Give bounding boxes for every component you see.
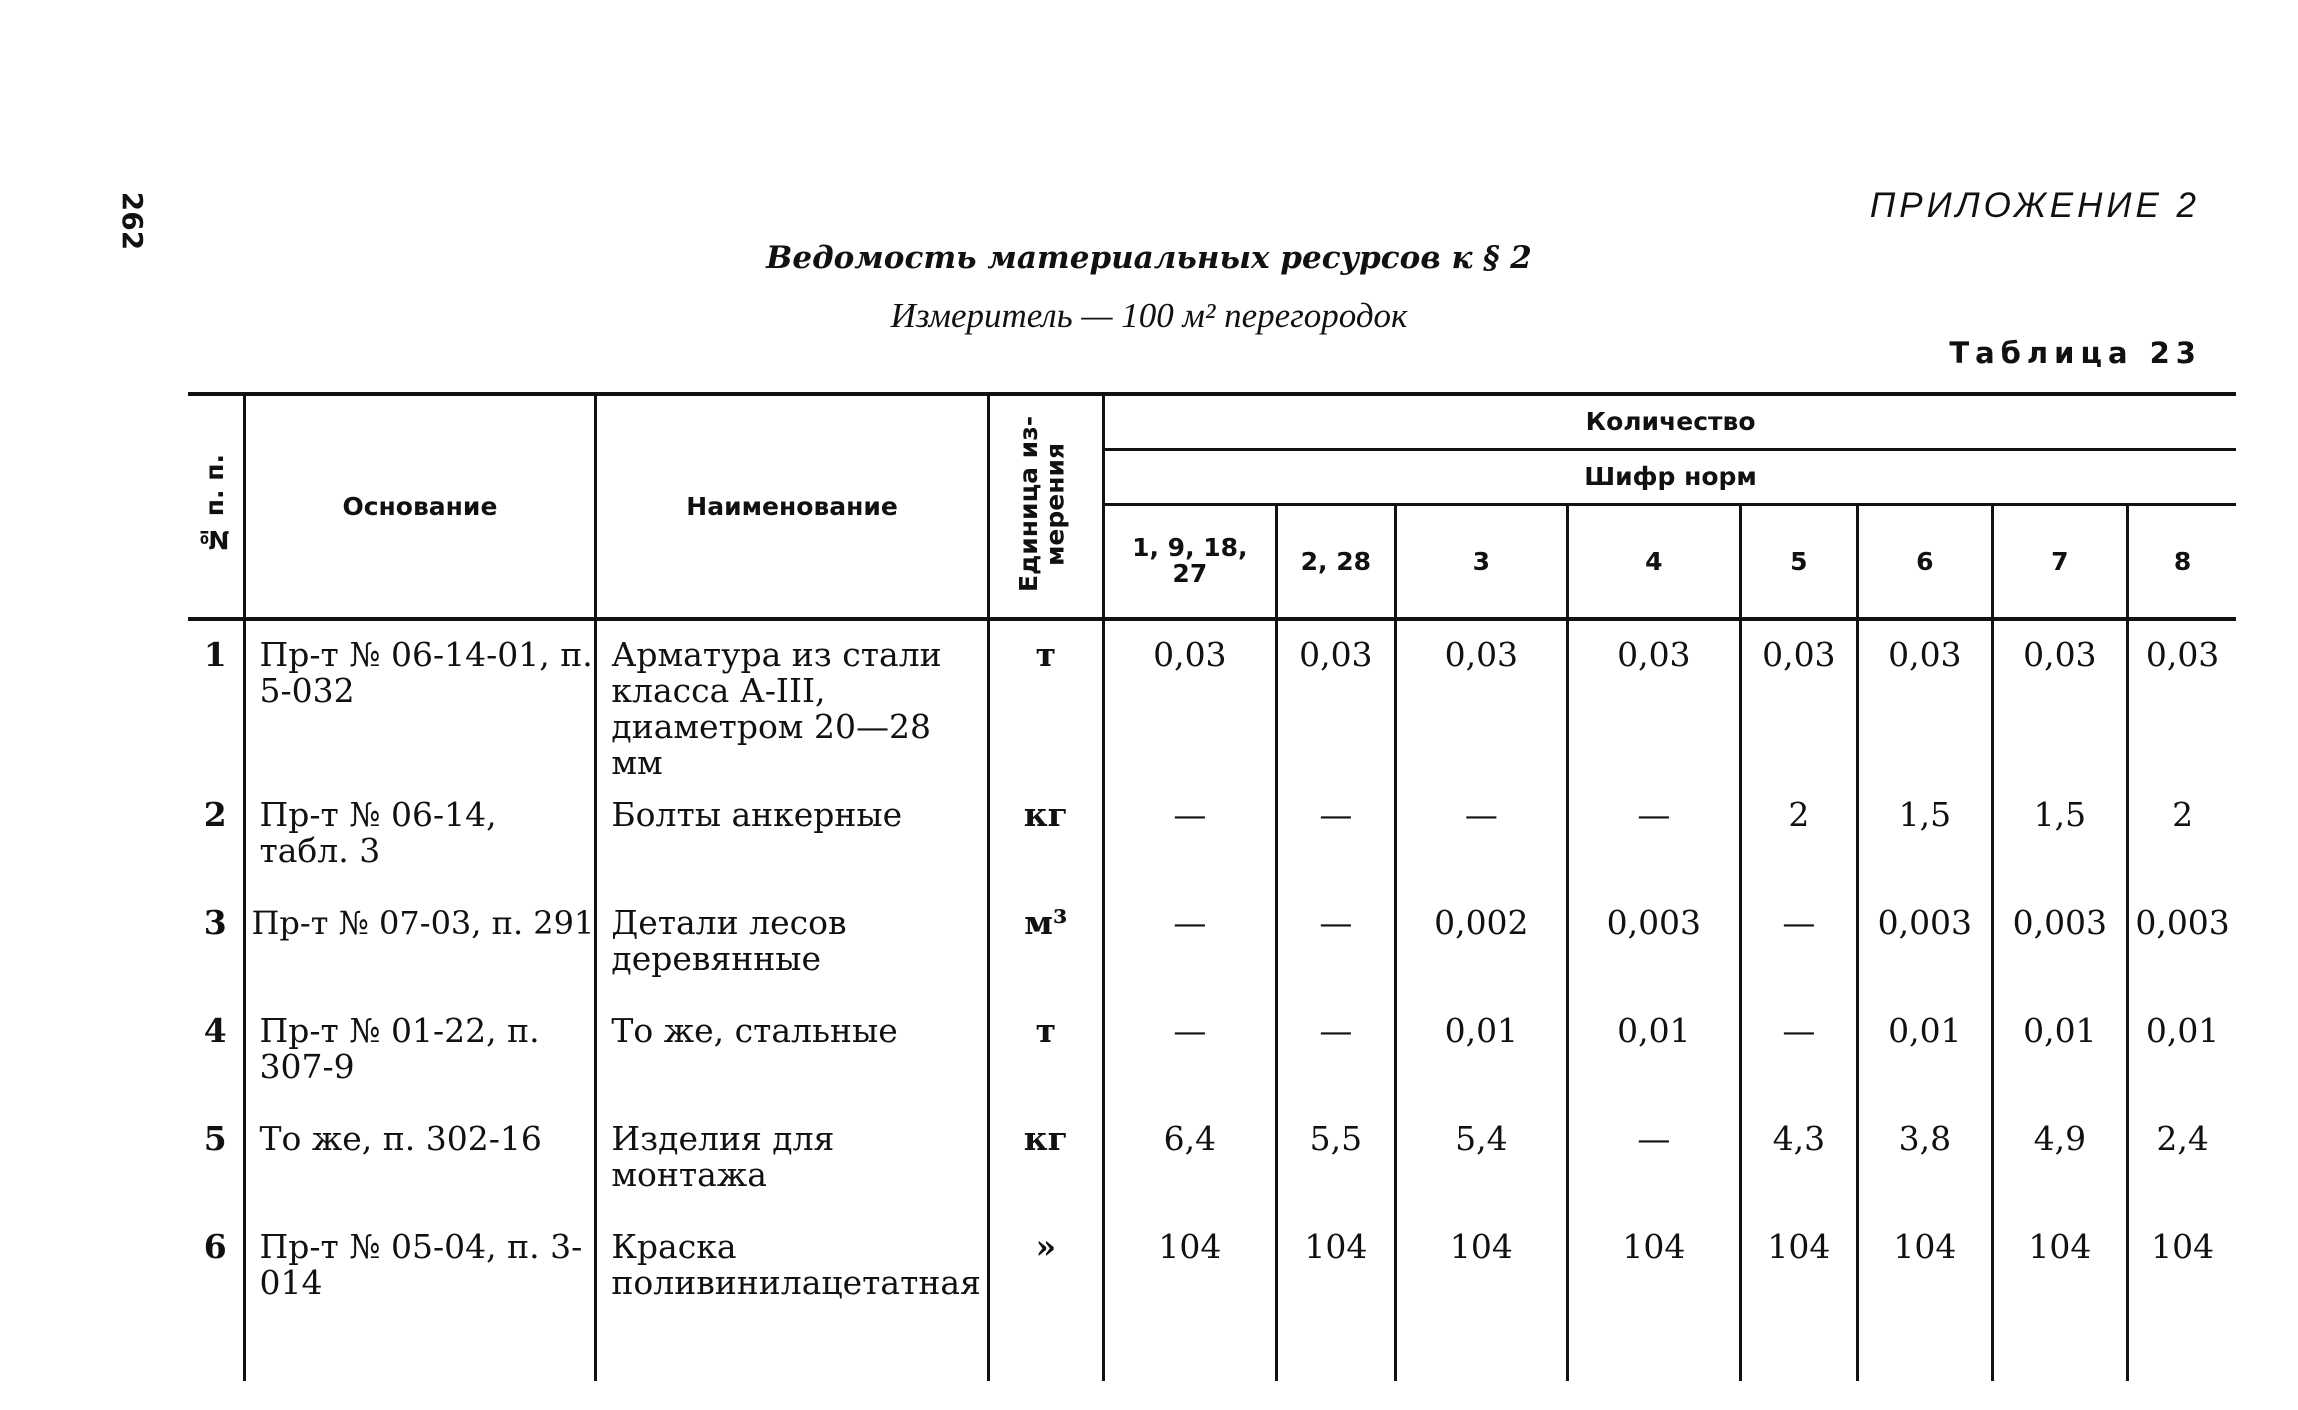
row-basis: Пр-т № 06-14, табл. 3 bbox=[244, 781, 596, 889]
row-value: 4,9 bbox=[1992, 1105, 2127, 1213]
row-value: — bbox=[1740, 889, 1857, 997]
row-name: Краска поливинилацетатная bbox=[596, 1213, 988, 1321]
row-num: 1 bbox=[203, 635, 227, 674]
row-value: — bbox=[1276, 781, 1395, 889]
row-unit: т bbox=[988, 619, 1103, 781]
row-num: 3 bbox=[203, 903, 227, 942]
row-value: 104 bbox=[1103, 1213, 1276, 1321]
header-num: № п. п. bbox=[188, 394, 244, 619]
row-value: — bbox=[1276, 997, 1395, 1105]
row-value: — bbox=[1395, 781, 1567, 889]
row-num: 4 bbox=[203, 1011, 227, 1050]
row-value: 1,5 bbox=[1857, 781, 1992, 889]
page-number: 262 bbox=[116, 191, 150, 251]
row-value: 0,03 bbox=[1103, 619, 1276, 781]
row-value: 6,4 bbox=[1103, 1105, 1276, 1213]
materials-table bbox=[188, 392, 2236, 1381]
row-value: 4,3 bbox=[1740, 1105, 1857, 1213]
row-name: Изделия для монтажа bbox=[596, 1105, 988, 1213]
header-codes: Шифр норм bbox=[1103, 449, 2236, 504]
row-name: Арматура из стали класса А-III, диаметром 20—28 мм bbox=[596, 619, 988, 781]
row-value: 0,003 bbox=[1992, 889, 2127, 997]
row-value: 0,03 bbox=[1740, 619, 1857, 781]
row-value: 0,003 bbox=[2127, 889, 2236, 997]
row-value: — bbox=[1276, 889, 1395, 997]
row-value: 5,4 bbox=[1395, 1105, 1567, 1213]
row-value: 0,01 bbox=[2127, 997, 2236, 1105]
row-value: 2,4 bbox=[2127, 1105, 2236, 1213]
row-value: 0,03 bbox=[1857, 619, 1992, 781]
row-value: 104 bbox=[1857, 1213, 1992, 1321]
row-basis: Пр-т № 01-22, п. 307-9 bbox=[244, 997, 596, 1105]
header-code-col: 1, 9, 18, 27 bbox=[1103, 504, 1276, 619]
header-code-col: 8 bbox=[2127, 504, 2236, 619]
table-row bbox=[188, 889, 2236, 997]
header-code-col: 4 bbox=[1567, 504, 1740, 619]
row-num: 2 bbox=[203, 795, 227, 834]
row-unit: кг bbox=[988, 781, 1103, 889]
row-value: 0,003 bbox=[1567, 889, 1740, 997]
row-value: 5,5 bbox=[1276, 1105, 1395, 1213]
header-name: Наименование bbox=[596, 394, 988, 619]
table-row bbox=[188, 781, 2236, 889]
header-code-col: 3 bbox=[1395, 504, 1567, 619]
row-value: 104 bbox=[1567, 1213, 1740, 1321]
table-row bbox=[188, 1213, 2236, 1321]
row-basis: Пр-т № 05-04, п. 3-014 bbox=[244, 1213, 596, 1321]
row-value: 0,03 bbox=[1395, 619, 1567, 781]
row-value: 104 bbox=[1395, 1213, 1567, 1321]
row-basis: Пр-т № 07-03, п. 291 bbox=[244, 889, 596, 997]
row-value: — bbox=[1103, 997, 1276, 1105]
row-unit: кг bbox=[988, 1105, 1103, 1213]
table-row bbox=[188, 619, 2236, 781]
row-value: 0,003 bbox=[1857, 889, 1992, 997]
header-basis: Основание bbox=[244, 394, 596, 619]
row-basis: То же, п. 302-16 bbox=[244, 1105, 596, 1213]
table-row bbox=[188, 997, 2236, 1105]
row-unit: т bbox=[988, 997, 1103, 1105]
table-row bbox=[188, 1105, 2236, 1213]
row-value: 0,03 bbox=[1567, 619, 1740, 781]
row-value: — bbox=[1567, 1105, 1740, 1213]
row-value: 0,01 bbox=[1395, 997, 1567, 1105]
table-label: Таблица 23 bbox=[1949, 336, 2202, 370]
row-basis: Пр-т № 06-14-01, п. 5-032 bbox=[244, 619, 596, 781]
row-value: 1,5 bbox=[1992, 781, 2127, 889]
row-value: — bbox=[1103, 889, 1276, 997]
appendix-label: ПРИЛОЖЕНИЕ 2 bbox=[1869, 186, 2200, 225]
row-name: То же, стальные bbox=[596, 997, 988, 1105]
row-value: 104 bbox=[1992, 1213, 2127, 1321]
row-unit: м³ bbox=[988, 889, 1103, 997]
row-value: 104 bbox=[1276, 1213, 1395, 1321]
row-num: 6 bbox=[203, 1227, 227, 1266]
row-value: 0,03 bbox=[2127, 619, 2236, 781]
row-value: 2 bbox=[1740, 781, 1857, 889]
header-code-col: 6 bbox=[1857, 504, 1992, 619]
row-value: 104 bbox=[1740, 1213, 1857, 1321]
row-name: Детали лесов деревянные bbox=[596, 889, 988, 997]
row-value: 0,03 bbox=[1992, 619, 2127, 781]
header-code-col: 7 bbox=[1992, 504, 2127, 619]
row-value: 2 bbox=[2127, 781, 2236, 889]
row-value: 0,03 bbox=[1276, 619, 1395, 781]
row-name: Болты анкерные bbox=[596, 781, 988, 889]
row-value: 0,01 bbox=[1567, 997, 1740, 1105]
row-value: — bbox=[1740, 997, 1857, 1105]
row-value: 0,002 bbox=[1395, 889, 1567, 997]
row-value: — bbox=[1103, 781, 1276, 889]
row-value: 3,8 bbox=[1857, 1105, 1992, 1213]
row-num: 5 bbox=[203, 1119, 227, 1158]
row-unit: » bbox=[988, 1213, 1103, 1321]
document-title: Ведомость материальных ресурсов к § 2 bbox=[766, 240, 1532, 276]
row-value: 0,01 bbox=[1857, 997, 1992, 1105]
row-value: 0,01 bbox=[1992, 997, 2127, 1105]
header-code-col: 2, 28 bbox=[1276, 504, 1395, 619]
document-subtitle: Измеритель — 100 м² перегородок bbox=[890, 296, 1408, 335]
header-quantity: Количество bbox=[1103, 394, 2236, 449]
header-code-col: 5 bbox=[1740, 504, 1857, 619]
header-unit: Единица из-мерения bbox=[988, 394, 1103, 619]
table-continuation bbox=[188, 1321, 2236, 1381]
row-value: — bbox=[1567, 781, 1740, 889]
row-value: 104 bbox=[2127, 1213, 2236, 1321]
